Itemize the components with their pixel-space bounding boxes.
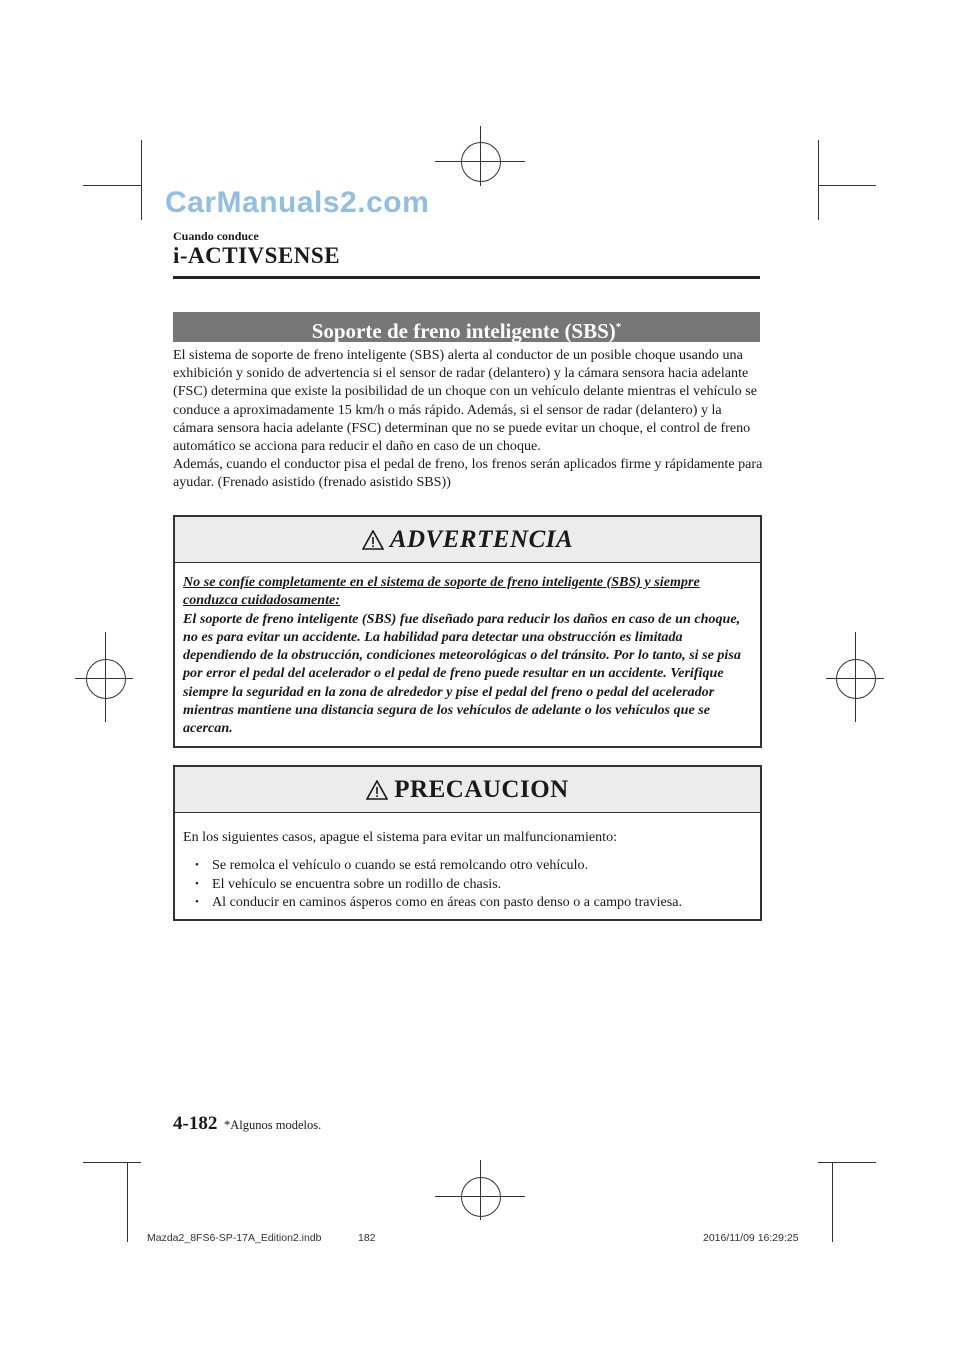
list-item: • El vehículo se encuentra sobre un rodillo de chasis. xyxy=(195,875,752,893)
caution-body xyxy=(175,813,760,919)
intro-paragraph-1: El sistema de soporte de freno inteligente (SBS) alerta al conductor de un posible choque usando una exhibición y sonido de advertencia si el sensor de radar (delantero) y la cámara sensora hacia adelante (FSC) determina que existe la posibilidad de un choque con un vehículo delante mientras el vehículo se conduce a aproximadamente 15 km/h o más rápido. Además, si el sensor de radar (delantero) y la cámara sensora hacia adelante (FSC) determinan que no se puede evitar un choque, el control de freno automático se acciona para reducir el daño en caso de un choque. xyxy=(173,347,757,455)
caution-intro: En los siguientes casos, apague el sistema para evitar un malfuncionamiento: xyxy=(183,829,618,845)
caution-box xyxy=(173,765,762,921)
watermark-logo: CarManuals2.com xyxy=(165,186,430,219)
warning-triangle-icon xyxy=(362,530,384,550)
print-file-page: 182 xyxy=(358,1232,376,1244)
topic-banner xyxy=(173,312,760,342)
warning-lead: No se confíe completamente en el sistema de soporte de freno inteligente (SBS) y siempre conduzca cuidadosamente: xyxy=(183,574,700,609)
list-item: • Se remolca el vehículo o cuando se está remolcando otro vehículo. xyxy=(195,856,752,874)
topic-title: Soporte de freno inteligente (SBS) xyxy=(311,319,616,343)
caution-title: PRECAUCION xyxy=(394,775,569,803)
intro-text xyxy=(173,346,763,492)
warning-triangle-icon xyxy=(366,780,388,800)
warning-header xyxy=(175,517,760,563)
print-file-name: Mazda2_8FS6-SP-17A_Edition2.indb xyxy=(147,1232,322,1244)
warning-body xyxy=(175,563,760,746)
footnote: *Algunos modelos. xyxy=(224,1118,322,1132)
print-timestamp: 2016/11/09 16:29:25 xyxy=(703,1232,799,1244)
warning-title: ADVERTENCIA xyxy=(389,525,574,553)
warning-box xyxy=(173,515,762,748)
list-item: • Al conducir en caminos ásperos como en áreas con pasto denso o a campo traviesa. xyxy=(195,893,752,911)
intro-paragraph-2: Además, cuando el conductor pisa el pedal de freno, los frenos serán aplicados firme y rápidamente para ayudar. (Frenado asistido (frenado asistido SBS)) xyxy=(173,456,763,491)
models-asterisk: * xyxy=(615,321,622,333)
page-number: 4-182 xyxy=(173,1113,218,1134)
section-title: i-ACTIVSENSE xyxy=(173,243,341,268)
caution-list xyxy=(183,856,752,911)
warning-text: El soporte de freno inteligente (SBS) fue diseñado para reducir los daños en caso de un choque, no es para evitar un accidente. La habilidad para detectar una obstrucción es limitada dependiendo de la obstrucción, condiciones meteorológicas o del tránsito. Por lo tanto, si se pisa por error el pedal del acelerador o el pedal de freno puede resultar en un accidente. Verifique siempre la seguridad en la zona de alrededor y pise el pedal del freno o pedal del acelerador mientras mantiene una distancia segura de los vehículos de adelante o los vehículos que se acercan. xyxy=(183,610,741,737)
title-rule xyxy=(173,276,760,279)
section-kicker: Cuando conduce xyxy=(173,229,259,243)
caution-header xyxy=(175,767,760,813)
